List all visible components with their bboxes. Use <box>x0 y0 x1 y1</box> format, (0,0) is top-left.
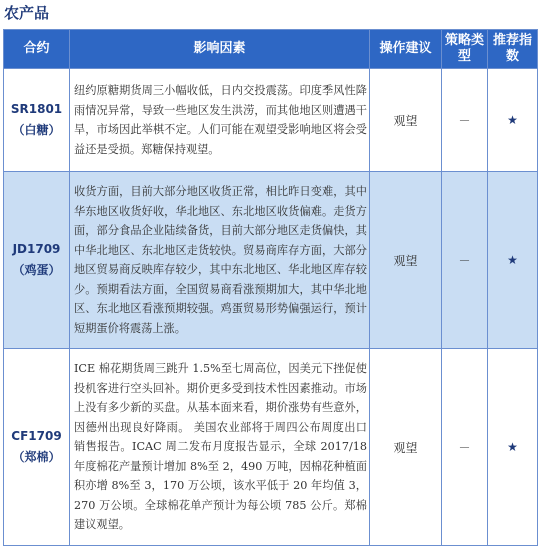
contract-code: SR1801 <box>10 102 63 116</box>
factor-text: 收货方面，目前大部分地区收货正常，相比昨日变难，其中华东地区收货好收，华北地区、东北地区收货偏难。走货方面，部分食品企业陆续备货，目前大部分地区走货偏快，其中华北地区、东北地区走货较快。贸易商库存方面，大部分地区贸易商反映库存较少，其中东北地区、华北地区库存较少。预期看法方面，全国贸易商看涨预期加大，其中华北地区、东北地区看涨预期较强。鸡蛋贸易形势偏强运行，预计短期蛋价将震荡上涨。 <box>70 172 370 349</box>
header-rating: 推荐指数 <box>488 30 538 69</box>
header-strategy: 策略类型 <box>442 30 488 69</box>
contract-name: （郑棉） <box>12 450 61 464</box>
strategy-cell: － <box>442 172 488 349</box>
contract-code: JD1709 <box>12 242 61 256</box>
strategy-cell: － <box>442 69 488 172</box>
contract-cell <box>4 349 70 546</box>
contract-cell <box>4 172 70 349</box>
table-row <box>4 172 538 349</box>
suggestion-cell: 观望 <box>370 172 442 349</box>
rating-star-icon: ★ <box>488 349 538 546</box>
factor-text: 纽约原糖期货周三小幅收低，日内交投震荡。印度季风性降雨情况异常，导致一些地区发生洪涝，而其他地区则遭遇干旱，市场因此举棋不定。人们可能在观望受影响地区将会受益还是受损。郑糖保持观望。 <box>70 69 370 172</box>
rating-star-icon: ★ <box>488 69 538 172</box>
contract-code: CF1709 <box>11 429 62 443</box>
contract-cell <box>4 69 70 172</box>
table-row <box>4 349 538 546</box>
suggestion-cell: 观望 <box>370 349 442 546</box>
strategy-cell: － <box>442 349 488 546</box>
rating-star-icon: ★ <box>488 172 538 349</box>
header-factors: 影响因素 <box>70 30 370 69</box>
header-contract: 合约 <box>4 30 70 69</box>
commodity-table <box>3 29 538 546</box>
contract-name: （白糖） <box>12 123 61 137</box>
suggestion-cell: 观望 <box>370 69 442 172</box>
table-row <box>4 69 538 172</box>
contract-name: （鸡蛋） <box>12 263 61 277</box>
factor-text: ICE 棉花期货周三跳升 1.5%至七周高位，因美元下挫促使投机客进行空头回补。期价更多受到技术性因素推动。市场上没有多少新的买盘。从基本面来看，期价涨势有些意外，因德州出现良好降雨。 美国农业部将于周四公布周度出口销售报告。ICAC 周二发布月度报告显示，全球 2017/18 年度棉花产量预计增加 8%至 2，490 万吨，因棉花种植面积亦增 8%至 3，170 万公顷，该水平低于 20 年均值 3，270 万公顷。全球棉花单产预计为每公顷 785 公斤。郑棉建议观望。 <box>70 349 370 546</box>
table-header-row <box>4 30 538 69</box>
section-title: 农产品 <box>4 4 50 22</box>
header-suggestion: 操作建议 <box>370 30 442 69</box>
